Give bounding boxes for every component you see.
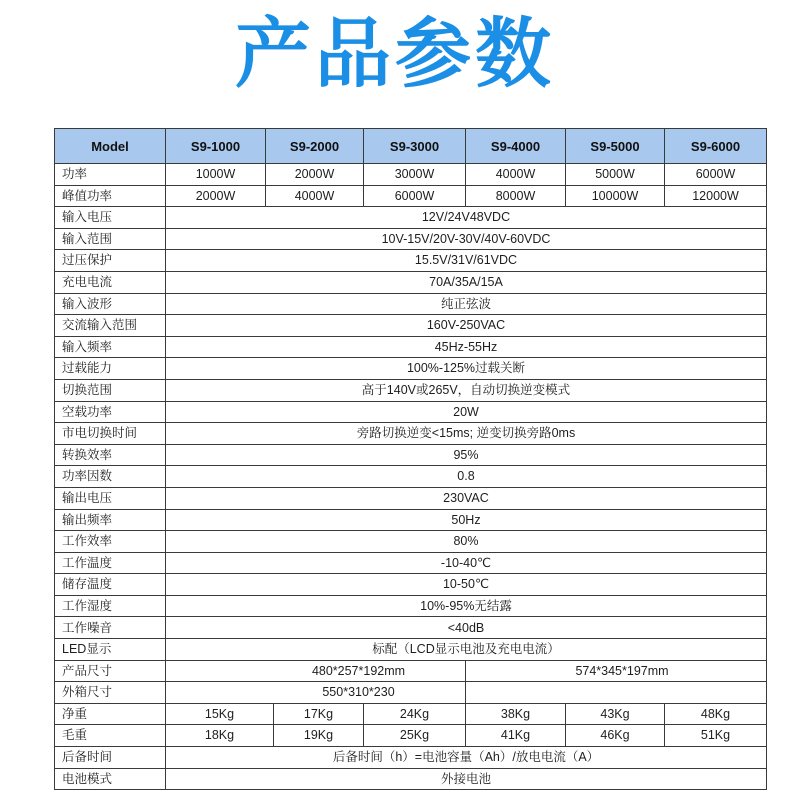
row-value: 5000W	[566, 164, 665, 186]
row-value: 15.5V/31V/61VDC	[166, 250, 767, 272]
row-input-waveform	[55, 294, 767, 316]
row-conversion-efficiency	[55, 445, 767, 467]
row-value: 95%	[166, 445, 767, 467]
row-label: 毛重	[55, 725, 166, 747]
row-working-efficiency	[55, 531, 767, 553]
row-label: 功率	[55, 164, 166, 186]
row-value-empty	[466, 682, 767, 704]
row-value: 12000W	[665, 186, 767, 208]
row-label: 电池模式	[55, 769, 166, 791]
row-label: 空载功率	[55, 402, 166, 424]
row-value: 46Kg	[566, 725, 665, 747]
row-value: 15Kg	[166, 704, 274, 726]
row-value: 2000W	[166, 186, 266, 208]
row-label: 市电切换时间	[55, 423, 166, 445]
row-battery-mode	[55, 769, 767, 791]
header-model-name: S9-5000	[566, 129, 665, 164]
row-overload-capacity	[55, 358, 767, 380]
row-label: 净重	[55, 704, 166, 726]
header-model-name: S9-6000	[665, 129, 767, 164]
row-storage-temperature	[55, 574, 767, 596]
row-value: 标配（LCD显示电池及充电电流）	[166, 639, 767, 661]
row-value: 4000W	[266, 186, 364, 208]
row-value: 38Kg	[466, 704, 566, 726]
page-title: 产品参数	[235, 9, 555, 98]
row-value: 10000W	[566, 186, 665, 208]
row-value: 80%	[166, 531, 767, 553]
row-working-temperature	[55, 553, 767, 575]
row-rated-power	[55, 164, 767, 186]
row-input-frequency	[55, 337, 767, 359]
row-value: 17Kg	[274, 704, 364, 726]
row-label: 工作效率	[55, 531, 166, 553]
row-peak-power	[55, 186, 767, 208]
row-net-weight	[55, 704, 767, 726]
row-mains-switch-time	[55, 423, 767, 445]
row-value: 1000W	[166, 164, 266, 186]
row-label: 功率因数	[55, 466, 166, 488]
row-value: 0.8	[166, 466, 767, 488]
row-value: 旁路切换逆变<15ms; 逆变切换旁路0ms	[166, 423, 767, 445]
row-value: 20W	[166, 402, 767, 424]
row-label: 输出电压	[55, 488, 166, 510]
row-value: 高于140V或265V，自动切换逆变模式	[166, 380, 767, 402]
header-model-name: S9-1000	[166, 129, 266, 164]
row-label: 输出频率	[55, 510, 166, 532]
row-label: 峰值功率	[55, 186, 166, 208]
row-working-noise	[55, 617, 767, 639]
row-label: 后备时间	[55, 747, 166, 769]
row-value: 160V-250VAC	[166, 315, 767, 337]
row-label: 输入电压	[55, 207, 166, 229]
row-label: 切换范围	[55, 380, 166, 402]
row-value: 45Hz-55Hz	[166, 337, 767, 359]
row-value: 25Kg	[364, 725, 466, 747]
row-value: 41Kg	[466, 725, 566, 747]
row-value: 6000W	[364, 186, 466, 208]
row-value: 外接电池	[166, 769, 767, 791]
row-label: 储存温度	[55, 574, 166, 596]
row-label: 过压保护	[55, 250, 166, 272]
row-backup-time	[55, 747, 767, 769]
row-output-voltage	[55, 488, 767, 510]
header-model-name: S9-4000	[466, 129, 566, 164]
row-ac-input-range	[55, 315, 767, 337]
header-model-name: S9-3000	[364, 129, 466, 164]
row-product-size	[55, 661, 767, 683]
row-no-load-power	[55, 402, 767, 424]
header-model-label: Model	[55, 129, 166, 164]
row-value: 10%-95%无结露	[166, 596, 767, 618]
row-value: 100%-125%过载关断	[166, 358, 767, 380]
row-label: 外箱尺寸	[55, 682, 166, 704]
row-label: 转换效率	[55, 445, 166, 467]
row-value: 8000W	[466, 186, 566, 208]
row-value: 12V/24V48VDC	[166, 207, 767, 229]
row-value: 4000W	[466, 164, 566, 186]
row-label: 输入波形	[55, 294, 166, 316]
row-value: 24Kg	[364, 704, 466, 726]
row-carton-size	[55, 682, 767, 704]
row-value: 48Kg	[665, 704, 767, 726]
row-value: 574*345*197mm	[466, 661, 767, 683]
row-label: 产品尺寸	[55, 661, 166, 683]
row-charge-current	[55, 272, 767, 294]
row-switch-range	[55, 380, 767, 402]
row-value: 10V-15V/20V-30V/40V-60VDC	[166, 229, 767, 251]
row-led-display	[55, 639, 767, 661]
row-value: 51Kg	[665, 725, 767, 747]
row-label: 交流输入范围	[55, 315, 166, 337]
row-value: 2000W	[266, 164, 364, 186]
row-input-voltage	[55, 207, 767, 229]
row-label: 工作噪音	[55, 617, 166, 639]
row-gross-weight	[55, 725, 767, 747]
row-overvoltage-protection	[55, 250, 767, 272]
row-label: 输入频率	[55, 337, 166, 359]
row-value: 230VAC	[166, 488, 767, 510]
row-value: 480*257*192mm	[166, 661, 466, 683]
row-value: 纯正弦波	[166, 294, 767, 316]
row-value: -10-40℃	[166, 553, 767, 575]
spec-table	[54, 128, 767, 790]
row-value: 550*310*230	[166, 682, 466, 704]
row-label: 工作湿度	[55, 596, 166, 618]
row-value: <40dB	[166, 617, 767, 639]
row-value: 后备时间（h）=电池容量（Ah）/放电电流（A）	[166, 747, 767, 769]
header-model-name: S9-2000	[266, 129, 364, 164]
row-output-frequency	[55, 510, 767, 532]
row-value: 10-50℃	[166, 574, 767, 596]
row-value: 3000W	[364, 164, 466, 186]
row-value: 18Kg	[166, 725, 274, 747]
row-input-range	[55, 229, 767, 251]
row-label: 输入范围	[55, 229, 166, 251]
row-value: 50Hz	[166, 510, 767, 532]
row-value: 43Kg	[566, 704, 665, 726]
table-header-row	[55, 129, 767, 164]
row-working-humidity	[55, 596, 767, 618]
row-value: 19Kg	[274, 725, 364, 747]
row-power-factor	[55, 466, 767, 488]
row-label: 过载能力	[55, 358, 166, 380]
row-label: LED显示	[55, 639, 166, 661]
row-value: 70A/35A/15A	[166, 272, 767, 294]
row-label: 工作温度	[55, 553, 166, 575]
row-label: 充电电流	[55, 272, 166, 294]
row-value: 6000W	[665, 164, 767, 186]
